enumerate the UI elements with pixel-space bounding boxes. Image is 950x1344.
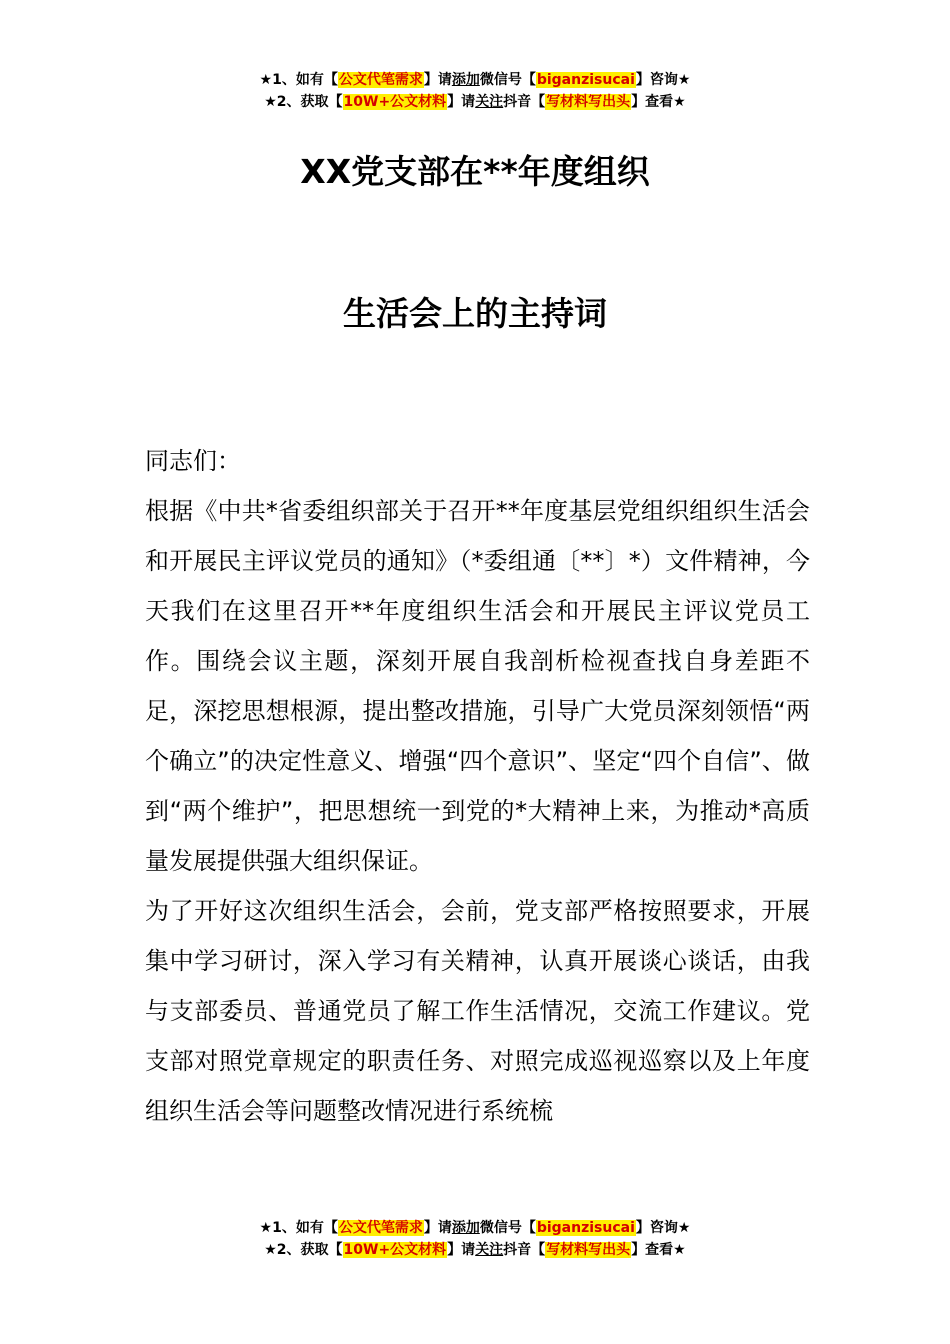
document-title-line-1: XX党支部在**年度组织 [300,152,650,191]
banner-line-2: ★2、获取【10W+公文材料】请关注抖音【写材料写出头】查看★ [264,1242,686,1258]
footer-banner [0,1217,950,1261]
highlight-douyin: 写材料写出头 [546,1242,631,1258]
highlight-materials: 10W+公文材料 [343,94,447,110]
highlight-materials: 10W+公文材料 [343,1242,447,1258]
banner-line-2: ★2、获取【10W+公文材料】请关注抖音【写材料写出头】查看★ [264,94,686,110]
highlight-service: 公文代笔需求 [338,1220,423,1236]
banner-line-1: ★1、如有【公文代笔需求】请添加微信号【biganzisucai】咨询★ [259,1220,691,1236]
salutation: 同志们： [145,447,241,475]
document-title-line-2: 生活会上的主持词 [343,294,607,333]
highlight-service: 公文代笔需求 [338,72,423,88]
document-body [145,436,810,1136]
highlight-douyin: 写材料写出头 [546,94,631,110]
header-banner [0,69,950,113]
highlight-wechat-id: biganzisucai [536,1220,635,1236]
paragraph: 为了开好这次组织生活会，会前，党支部严格按照要求，开展集中学习研讨，深入学习有关精神，认真开展谈心谈话，由我与支部委员、普通党员了解工作生活情况，交流工作建议。党支部对照党章规定的职责任务、对照完成巡视巡察以及上年度组织生活会等问题整改情况进行系统梳 [145,897,810,1125]
highlight-wechat-id: biganzisucai [536,72,635,88]
banner-line-1: ★1、如有【公文代笔需求】请添加微信号【biganzisucai】咨询★ [259,72,691,88]
paragraph: 根据《中共*省委组织部关于召开**年度基层党组织组织生活会和开展民主评议党员的通知》（*委组通〔**〕*）文件精神，今天我们在这里召开**年度组织生活会和开展民主评议党员工作。围绕会议主题，深刻开展自我剖析检视查找自身差距不足，深挖思想根源，提出整改措施，引导广大党员深刻领悟“两个确立”的决定性意义、增强“四个意识”、坚定“四个自信”、做到“两个维护”，把思想统一到党的*大精神上来，为推动*高质量发展提供强大组织保证。 [145,497,810,875]
